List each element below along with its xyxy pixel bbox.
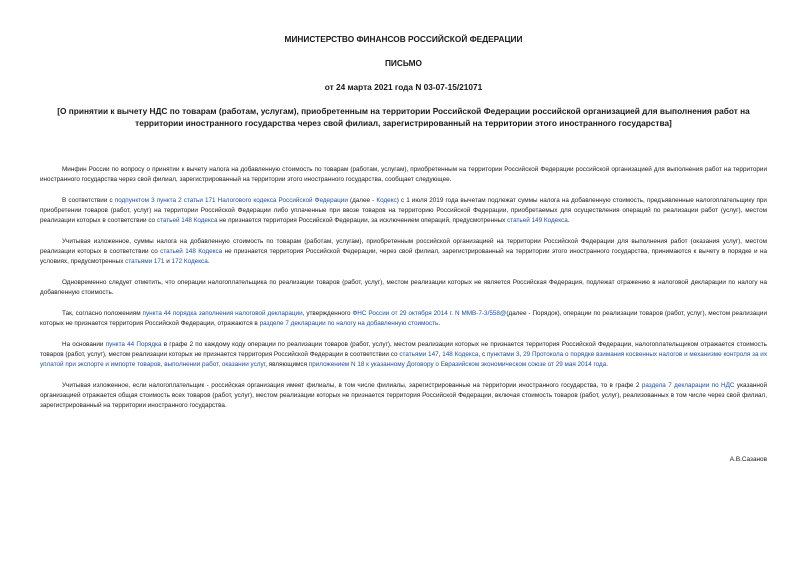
link-article-148[interactable]: статьей 148 Кодекса: [156, 217, 218, 224]
document-body: [40, 165, 767, 411]
signature: А.В.Сазанов: [729, 456, 767, 463]
paragraph-5: [40, 309, 767, 329]
text-run: Одновременно следует отметить, что операции налогоплательщика по реализации товаров (работ, услуг), местом реализации которых не является Российская Федерация, подлежат отражению в налоговой декларации по налогу на добавленную стоимость.: [40, 279, 767, 296]
text-run: , с: [478, 351, 487, 358]
link-protocol-item-3[interactable]: пунктами 3: [486, 351, 520, 358]
link-code[interactable]: Кодекс: [376, 197, 397, 204]
link-annex-18[interactable]: приложением N 18 к указанному Договору о Евразийском экономическом союзе от 29 мая 2014 года: [308, 361, 607, 368]
document-kind: ПИСЬМО: [384, 58, 423, 68]
text-run: Минфин России по вопросу о принятии к вычету налога на добавленную стоимость по товарам (работам, услугам), приобретенным на территории Российской Федерации российской организацией для выполнения работ на территории иностранного государства через свой филиал, зарегистрированный на территории этого иностранного государства, сообщает следующее.: [40, 166, 767, 183]
text-run: .: [438, 320, 441, 327]
paragraph-1: [40, 165, 767, 185]
document-title: [О принятии к вычету НДС по товарам (работам, услугам), приобретенным на территории Российской Федерации российской организацией для выполнения работ на территории иностранного государства через свой филиал, зарегистрированный на территории этого иностранного государства]: [57, 106, 750, 128]
paragraph-4: [40, 278, 767, 298]
text-run: Учитывая изложенное, суммы налога на добавленную стоимость по товарам (работам, услугам), приобретенным российской организацией на территории Российской Федерации для выполнения работ (оказания услуг), местом реализации которых в соответствии со: [40, 238, 767, 255]
link-declaration-section-7[interactable]: разделе 7 декларации по налогу на добавленную стоимость: [259, 320, 439, 327]
paragraph-7: [40, 381, 767, 411]
text-run: ,: [519, 351, 524, 358]
text-run: В соответствии с: [62, 197, 115, 204]
text-run: ) с 1 июля 2019 года вычетам подлежат суммы налога на добавленную стоимость, предъявленные налогоплательщику при приобретении товаров (работ, услуг) на территории Российской Федерации либо уплаченные при ввозе товаров на территорию Российской Федерации, приобретаемых для осуществления операций по реализации работ (услуг), местом реализации которых в соответствии со: [40, 197, 767, 224]
text-run: .: [567, 217, 570, 224]
text-run: , утвержденного: [302, 310, 353, 317]
document-date-number: от 24 марта 2021 года N 03-07-15/21071: [324, 82, 483, 92]
text-run: Учитывая изложенное, если налогоплательщик - российская организация имеет филиалы, в том числе филиалы, зарегистрированные на территории иностранного государства, то в графе 2: [62, 382, 642, 389]
text-run: (далее - Порядок), операции по реализации товаров (работ, услуг), местом реализации которых не признается территория Российской Федерации, отражаются в: [40, 310, 768, 327]
text-run: не признается территория Российской Федерации, через свой филиал, зарегистрированный на территории этого иностранного государства, принимаются к вычету в порядке и на условиях, предусмотренных: [40, 248, 768, 265]
link-declaration-order-item-44[interactable]: пункта 44 порядка заполнения налоговой декларации: [142, 310, 303, 317]
text-run: указанной организацией отражается общая стоимость всех товаров (работ, услуг), местом реализации которых не признается территория Российской Федерации, включая стоимость товаров (работ, услуг), реализованных в том числе через свой филиал, зарегистрированный на территории иностранного государства.: [40, 382, 767, 409]
text-run: .: [606, 361, 609, 368]
paragraph-3: [40, 237, 767, 267]
text-run: На основании: [62, 341, 106, 348]
link-tax-code-article-171[interactable]: подпунктом 3 пункта 2 статьи 171 Налогового кодекса Российской Федерации: [114, 197, 348, 204]
link-order-item-44[interactable]: пункта 44 Порядка: [105, 341, 162, 348]
paragraph-6: [40, 340, 767, 370]
text-run: ,: [438, 351, 443, 358]
link-vat-declaration-section-7[interactable]: раздела 7 декларации по НДС: [641, 382, 735, 389]
link-article-171[interactable]: статьями 171: [125, 258, 165, 265]
paragraph-2: [40, 196, 767, 226]
link-fns-order[interactable]: ФНС России от 29 октября 2014 г. N ММВ-7-3/558@: [352, 310, 507, 317]
ministry-name: МИНИСТЕРСТВО ФИНАНСОВ РОССИЙСКОЙ ФЕДЕРАЦИИ: [284, 34, 523, 44]
text-run: не признается территория Российской Федерации, за исключением операций, предусмотренных: [217, 217, 508, 224]
link-article-148[interactable]: 148 Кодекса: [442, 351, 479, 358]
link-protocol-item-29[interactable]: 29 Протокола о порядке взимания косвенных налогов и механизме контроля за их уплатой при экспорте и импорте товаров, выполнении работ, оказании услуг: [40, 351, 768, 368]
text-run: .: [207, 258, 210, 265]
text-run: в графе 2 по каждому коду операции по реализации товаров (работ, услуг), местом реализации которых не признается территория Российской Федерации, налогоплательщиком отражается стоимость товаров (работ, услуг), местом реализации которых не признается территория Российской Федерации в соответствии со: [40, 341, 767, 358]
link-article-149[interactable]: статьей 149 Кодекса: [507, 217, 568, 224]
text-run: , являющимся: [265, 361, 309, 368]
link-article-172[interactable]: 172 Кодекса: [171, 258, 208, 265]
link-article-148[interactable]: статьей 148 Кодекса: [160, 248, 223, 255]
link-article-147[interactable]: статьями 147: [399, 351, 439, 358]
text-run: и: [164, 258, 172, 265]
text-run: Так, согласно положениям: [62, 310, 143, 317]
text-run: (далее -: [347, 197, 377, 204]
